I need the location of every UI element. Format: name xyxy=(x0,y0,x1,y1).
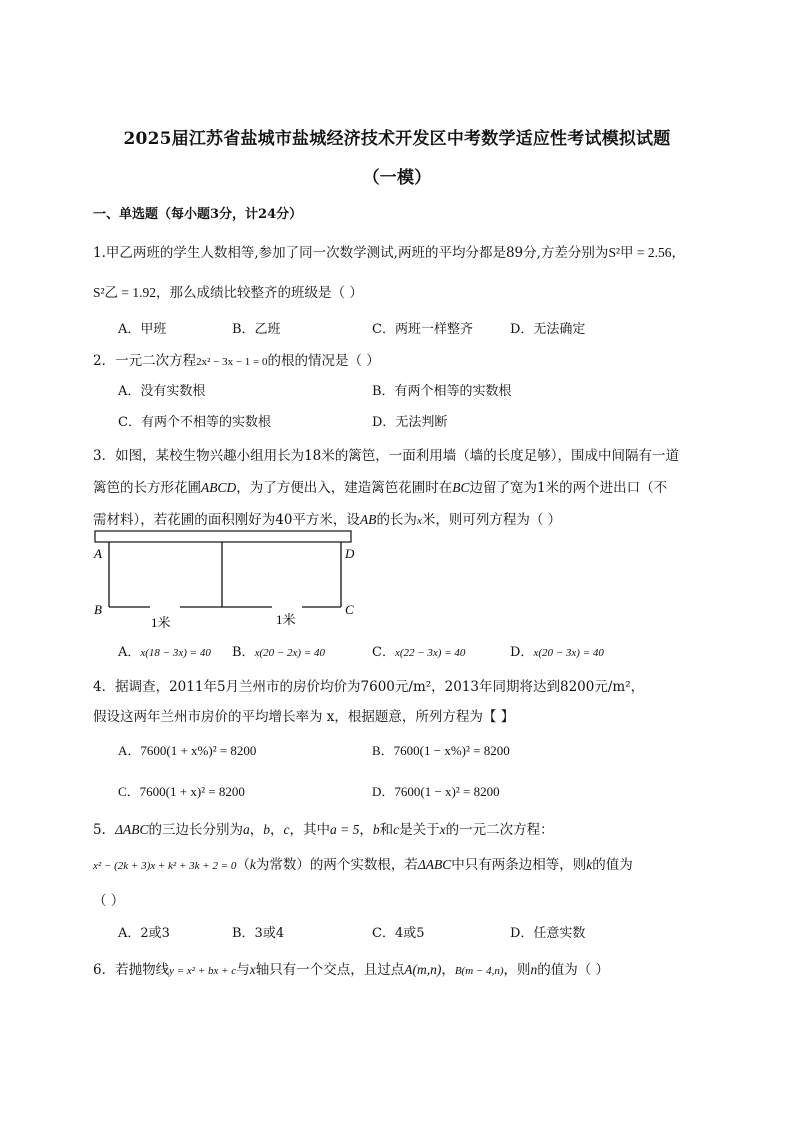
q3-option-c[interactable] xyxy=(372,641,465,660)
q5-var-k2: k xyxy=(586,857,593,872)
q6-text4: ， xyxy=(441,962,455,978)
q4-stem-line2: 假设这两年兰州市房价的平均增长率为 x，根据题意，所列方程为【 】 xyxy=(93,709,515,725)
q6-text5: ，则 xyxy=(503,962,531,978)
q5-text5: 和 xyxy=(379,822,394,838)
q3-option-b-eq: x(20 − 2x) = 40 xyxy=(254,647,325,659)
q4-option-a[interactable]: A．7600(1 + x%)² = 8200 xyxy=(118,743,257,758)
wall xyxy=(95,531,351,542)
exam-subtitle: （一模） xyxy=(362,168,432,188)
q1-option-b[interactable]: B．乙班 xyxy=(232,322,281,337)
q5-text3: ，其中 xyxy=(289,822,331,838)
gap-label-1: 1米 xyxy=(151,615,171,630)
q1-text: 1.甲乙两班的学生人数相等,参加了同一次数学测试,两班的平均分都是89分,方差分别为 xyxy=(93,245,609,261)
q3-math-abcd: ABCD xyxy=(201,480,237,495)
q1-variance-yi: S²乙 = 1.92 xyxy=(93,285,157,300)
q5-sep2: ， xyxy=(270,822,284,838)
q6-text: 6．若抛物线 xyxy=(93,962,170,978)
q2-text2: 的根的情况是（ ） xyxy=(267,353,380,369)
q1-option-a[interactable]: A．甲班 xyxy=(118,322,167,337)
q6-point-b: B(m − 4,n) xyxy=(454,965,504,977)
q5-var-a: a xyxy=(243,822,250,837)
q6-equation: y = x² + bx + c xyxy=(169,965,237,977)
q3-text6: 米，则可列方程为（ ） xyxy=(421,512,562,528)
q3-math-ab: AB xyxy=(359,512,377,527)
q5-text4: ， xyxy=(359,822,373,838)
label-b: B xyxy=(94,602,102,617)
q3-option-d-label: D． xyxy=(510,645,534,660)
q1-variance-jia: S²甲 = 2.56 xyxy=(608,245,672,260)
q3-option-c-eq: x(22 − 3x) = 40 xyxy=(394,647,466,659)
q1-text2: ，那么成绩比较整齐的班级是（ ） xyxy=(156,285,363,301)
q5-triangle2: ΔABC xyxy=(417,857,452,872)
q2-stem xyxy=(93,349,380,369)
q6-var-x: x xyxy=(249,962,256,977)
q3-stem-line2 xyxy=(93,476,667,496)
q6-point-a: A(m,n) xyxy=(404,962,442,977)
q2-option-d[interactable]: D．无法判断 xyxy=(372,415,448,430)
q3-text2: ，为了方便出入，建造篱笆花圃时在 xyxy=(236,480,453,496)
q1-stem-line1: 1.甲乙两班的学生人数相等,参加了同一次数学测试,两班的平均分都是89分,方差分别为S²甲 = 2.56， xyxy=(93,245,685,261)
q2-option-c[interactable]: C．有两个不相等的实数根 xyxy=(118,415,271,430)
q5-text11: 的值为 xyxy=(592,857,633,873)
q3-text: 篱笆的长方形花圃 xyxy=(93,480,201,496)
q5-text2: 的三边长分别为 xyxy=(148,822,244,838)
q6-stem xyxy=(93,958,609,978)
q1-option-c[interactable]: C．两班一样整齐 xyxy=(372,322,473,337)
label-d: D xyxy=(345,546,355,561)
q5-a-equals-5: a = 5 xyxy=(330,822,360,837)
q3-stem-line3 xyxy=(93,508,561,528)
q2-option-a[interactable]: A．没有实数根 xyxy=(118,384,206,399)
q5-text7: 的一元二次方程： xyxy=(445,822,554,838)
q5-stem-line1 xyxy=(93,818,554,838)
q5-var-k: k xyxy=(249,857,256,872)
exam-title: 2025届江苏省盐城市盐城经济技术开发区中考数学适应性考试模拟试题 xyxy=(123,129,671,149)
gap-label-2: 1米 xyxy=(276,612,296,627)
q3-option-a-eq: x(18 − 3x) = 40 xyxy=(140,647,211,659)
q5-option-c[interactable]: C．4或5 xyxy=(372,926,425,941)
q5-var-b2: b xyxy=(372,822,380,837)
q6-text3: 轴只有一个交点，且过点 xyxy=(255,962,405,978)
q5-text8: （ xyxy=(236,857,250,873)
q5-equation: x² − (2k + 3)x + k² + 3k + 2 = 0 xyxy=(93,860,237,872)
q3-option-d-eq: x(20 − 3x) = 40 xyxy=(533,647,604,659)
q2-option-b[interactable]: B．有两个相等的实数根 xyxy=(372,384,512,399)
q6-var-n: n xyxy=(530,962,538,977)
q3-stem-line1: 3．如图，某校生物兴趣小组用长为18米的篱笆，一面利用墙（墙的长度足够），围成中间隔有一道 xyxy=(93,448,680,464)
q4-stem-line1: 4．据调查，2011年5月兰州市的房价均价为7600元/m²，2013年同期将达到8200元/m²， xyxy=(93,679,645,695)
q5-option-d[interactable]: D．任意实数 xyxy=(510,926,586,941)
q5-sep1: ， xyxy=(249,822,264,838)
q3-option-a-label: A． xyxy=(118,645,141,660)
q1-stem-line2 xyxy=(93,281,363,301)
q5-triangle: ΔABC xyxy=(115,822,149,837)
q3-math-bc: BC xyxy=(452,480,470,495)
q3-option-c-label: C． xyxy=(372,645,395,660)
q2-equation: 2x² − 3x − 1 = 0 xyxy=(196,356,268,368)
q5-stem-line3: （ ） xyxy=(93,893,125,909)
label-c: C xyxy=(345,602,354,617)
q6-text2: 与 xyxy=(236,962,250,978)
q3-option-a[interactable] xyxy=(118,641,211,660)
q4-option-b[interactable]: B．7600(1 − x%)² = 8200 xyxy=(372,743,510,758)
q3-text3: 边留了宽为1米的两个进出口（不 xyxy=(469,480,668,496)
q5-stem-line2 xyxy=(93,853,633,873)
q5-text10: 中只有两条边相等，则 xyxy=(451,857,587,873)
q6-text6: 的值为（ ） xyxy=(537,962,610,978)
q5-var-b: b xyxy=(263,822,271,837)
q5-option-b[interactable]: B．3或4 xyxy=(232,926,285,941)
q4-option-c[interactable]: C．7600(1 + x)² = 8200 xyxy=(118,784,245,799)
q3-math-x: x xyxy=(416,515,422,527)
q5-text: 5． xyxy=(93,822,116,838)
q3-option-d[interactable] xyxy=(510,641,604,660)
q1-option-d[interactable]: D．无法确定 xyxy=(510,322,586,337)
q5-var-c: c xyxy=(283,822,290,837)
q2-text: 2．一元二次方程 xyxy=(93,353,197,369)
q3-option-b[interactable] xyxy=(232,641,325,660)
q3-text4: 需材料），若花圃的面积刚好为40平方米，设 xyxy=(93,512,360,528)
q3-text5: 的长为 xyxy=(376,512,417,528)
q5-text6: 是关于 xyxy=(399,822,440,838)
q5-var-x: x xyxy=(439,822,446,837)
q4-option-d[interactable]: D．7600(1 − x)² = 8200 xyxy=(372,784,500,799)
q3-option-b-label: B． xyxy=(232,645,255,660)
label-a: A xyxy=(94,546,102,561)
q5-var-c2: c xyxy=(393,822,400,837)
q5-text9: 为常数）的两个实数根，若 xyxy=(255,857,418,873)
section-heading: 一、单选题（每小题3分，计24分） xyxy=(93,207,303,222)
q5-option-a[interactable]: A．2或3 xyxy=(118,926,170,941)
q3-figure xyxy=(90,528,365,636)
